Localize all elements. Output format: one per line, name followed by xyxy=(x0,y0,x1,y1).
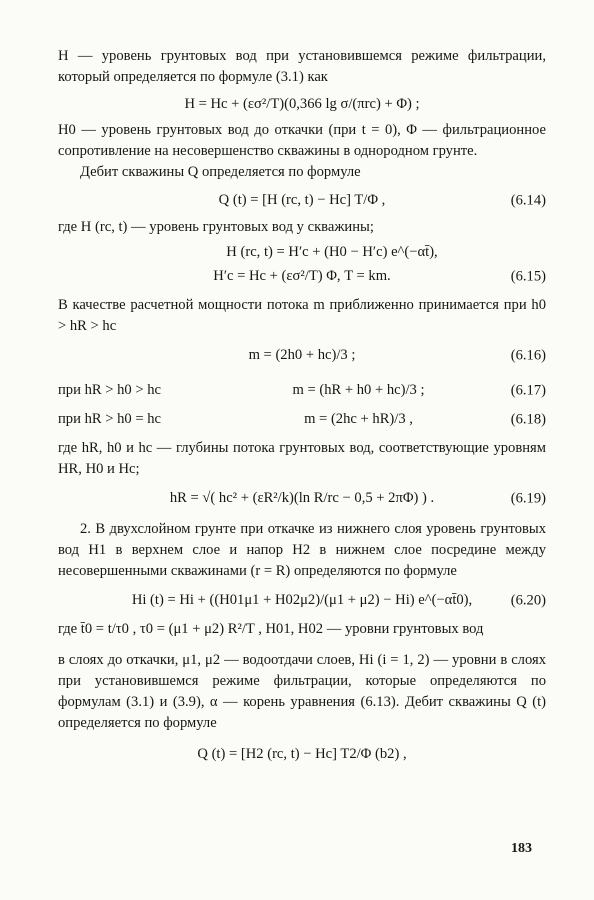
paragraph-two-layer-soil: 2. В двухслойном грунте при откачке из нижнего слоя уровень грунтовых вод H1 в верхнем слое и напор H2 в нижнем слое посредине между несовершенными скважинами (r = R) определяются по формуле xyxy=(58,521,546,579)
paragraph-layer-levels: в слоях до откачки, μ1, μ2 — водоотдачи слоев, Hi (i = 1, 2) — уровни в слоях при установившемся режиме фильтрации, которые определяются по формулам (3.1) и (3.9), α — корень уравнения (6.13). Дебит скважины Q (t) определяется по формуле xyxy=(58,652,546,731)
equation-6-16 xyxy=(58,345,546,366)
equation-6-17 xyxy=(58,380,546,401)
formula-6-16: m = (2h0 + hc)/3 ; xyxy=(248,347,356,363)
formula-6-19: hR = √( hc² + (εR²/k)(ln R/rc − 0,5 + 2πΦ) ) . xyxy=(169,490,435,506)
equation-number-6-18: (6.18) xyxy=(510,411,546,427)
equation-6-15 xyxy=(58,242,546,287)
paragraph-depths-definition: где hR, h0 и hc — глубины потока грунтовых вод, соответствующие уровням HR, H0 и Hc; xyxy=(58,440,546,477)
page-number: 183 xyxy=(511,841,532,856)
equation-number-6-16: (6.16) xyxy=(510,347,546,363)
formula-H-steady: H = Hc + (εσ²/T)(0,366 lg σ/(πrc) + Φ) ; xyxy=(184,96,420,112)
formula-6-20: Hi (t) = Hi + ((H01μ1 + H02μ2)/(μ1 + μ2) − Hi) e^(−αt̄0), xyxy=(131,592,473,608)
equation-number-6-15: (6.15) xyxy=(510,268,546,284)
condition-6-17: при hR > h0 > hc xyxy=(58,382,162,398)
paragraph-flow-thickness: В качестве расчетной мощности потока m приближенно принимается при h0 > hR > hc xyxy=(58,297,546,334)
formula-6-18: m = (2hc + hR)/3 , xyxy=(304,411,413,427)
formula-6-14: Q (t) = [H (rc, t) − Hc] T/Φ , xyxy=(218,192,386,208)
formula-tau-definitions xyxy=(58,619,546,640)
paragraph-H-rc-definition: где H (rc, t) — уровень грунтовых вод у скважины; xyxy=(58,219,374,235)
formula-6-15-a: H (rc, t) = H′c + (H0 − H′c) e^(−αt̄), xyxy=(226,244,438,260)
paragraph-H0-definition: H0 — уровень грунтовых вод до откачки (при t = 0), Φ — фильтрационное сопротивление на несовершенство скважины в однородном грунте. xyxy=(58,122,546,159)
condition-6-18: при hR > h0 = hc xyxy=(58,411,162,427)
equation-number-6-17: (6.17) xyxy=(510,382,546,398)
equation-number-6-20: (6.20) xyxy=(510,592,546,608)
equation-6-14 xyxy=(58,190,546,211)
equation-6-15-row xyxy=(58,266,546,287)
paragraph-discharge-intro: Дебит скважины Q определяется по формуле xyxy=(80,164,361,180)
formula-Q-two-layer: Q (t) = [H2 (rc, t) − Hc] T2/Φ (b2) , xyxy=(197,746,407,762)
equation-number-6-19: (6.19) xyxy=(510,490,546,506)
paragraph-H-definition: H — уровень грунтовых вод при установившемся режиме фильтрации, который определяется по формуле (3.1) как xyxy=(58,48,546,85)
equation-6-18 xyxy=(58,409,546,430)
equation-6-19 xyxy=(58,488,546,509)
equation-number-6-14: (6.14) xyxy=(510,192,546,208)
formula-6-15-b: H′c = Hc + (εσ²/T) Φ, T = km. xyxy=(213,268,391,284)
equation-6-20 xyxy=(58,590,546,611)
formula-6-17: m = (hR + h0 + hc)/3 ; xyxy=(292,382,425,398)
formula-tau: где t̄0 = t/τ0 , τ0 = (μ1 + μ2) R²/T , H01, H02 — уровни грунтовых вод xyxy=(58,621,484,637)
